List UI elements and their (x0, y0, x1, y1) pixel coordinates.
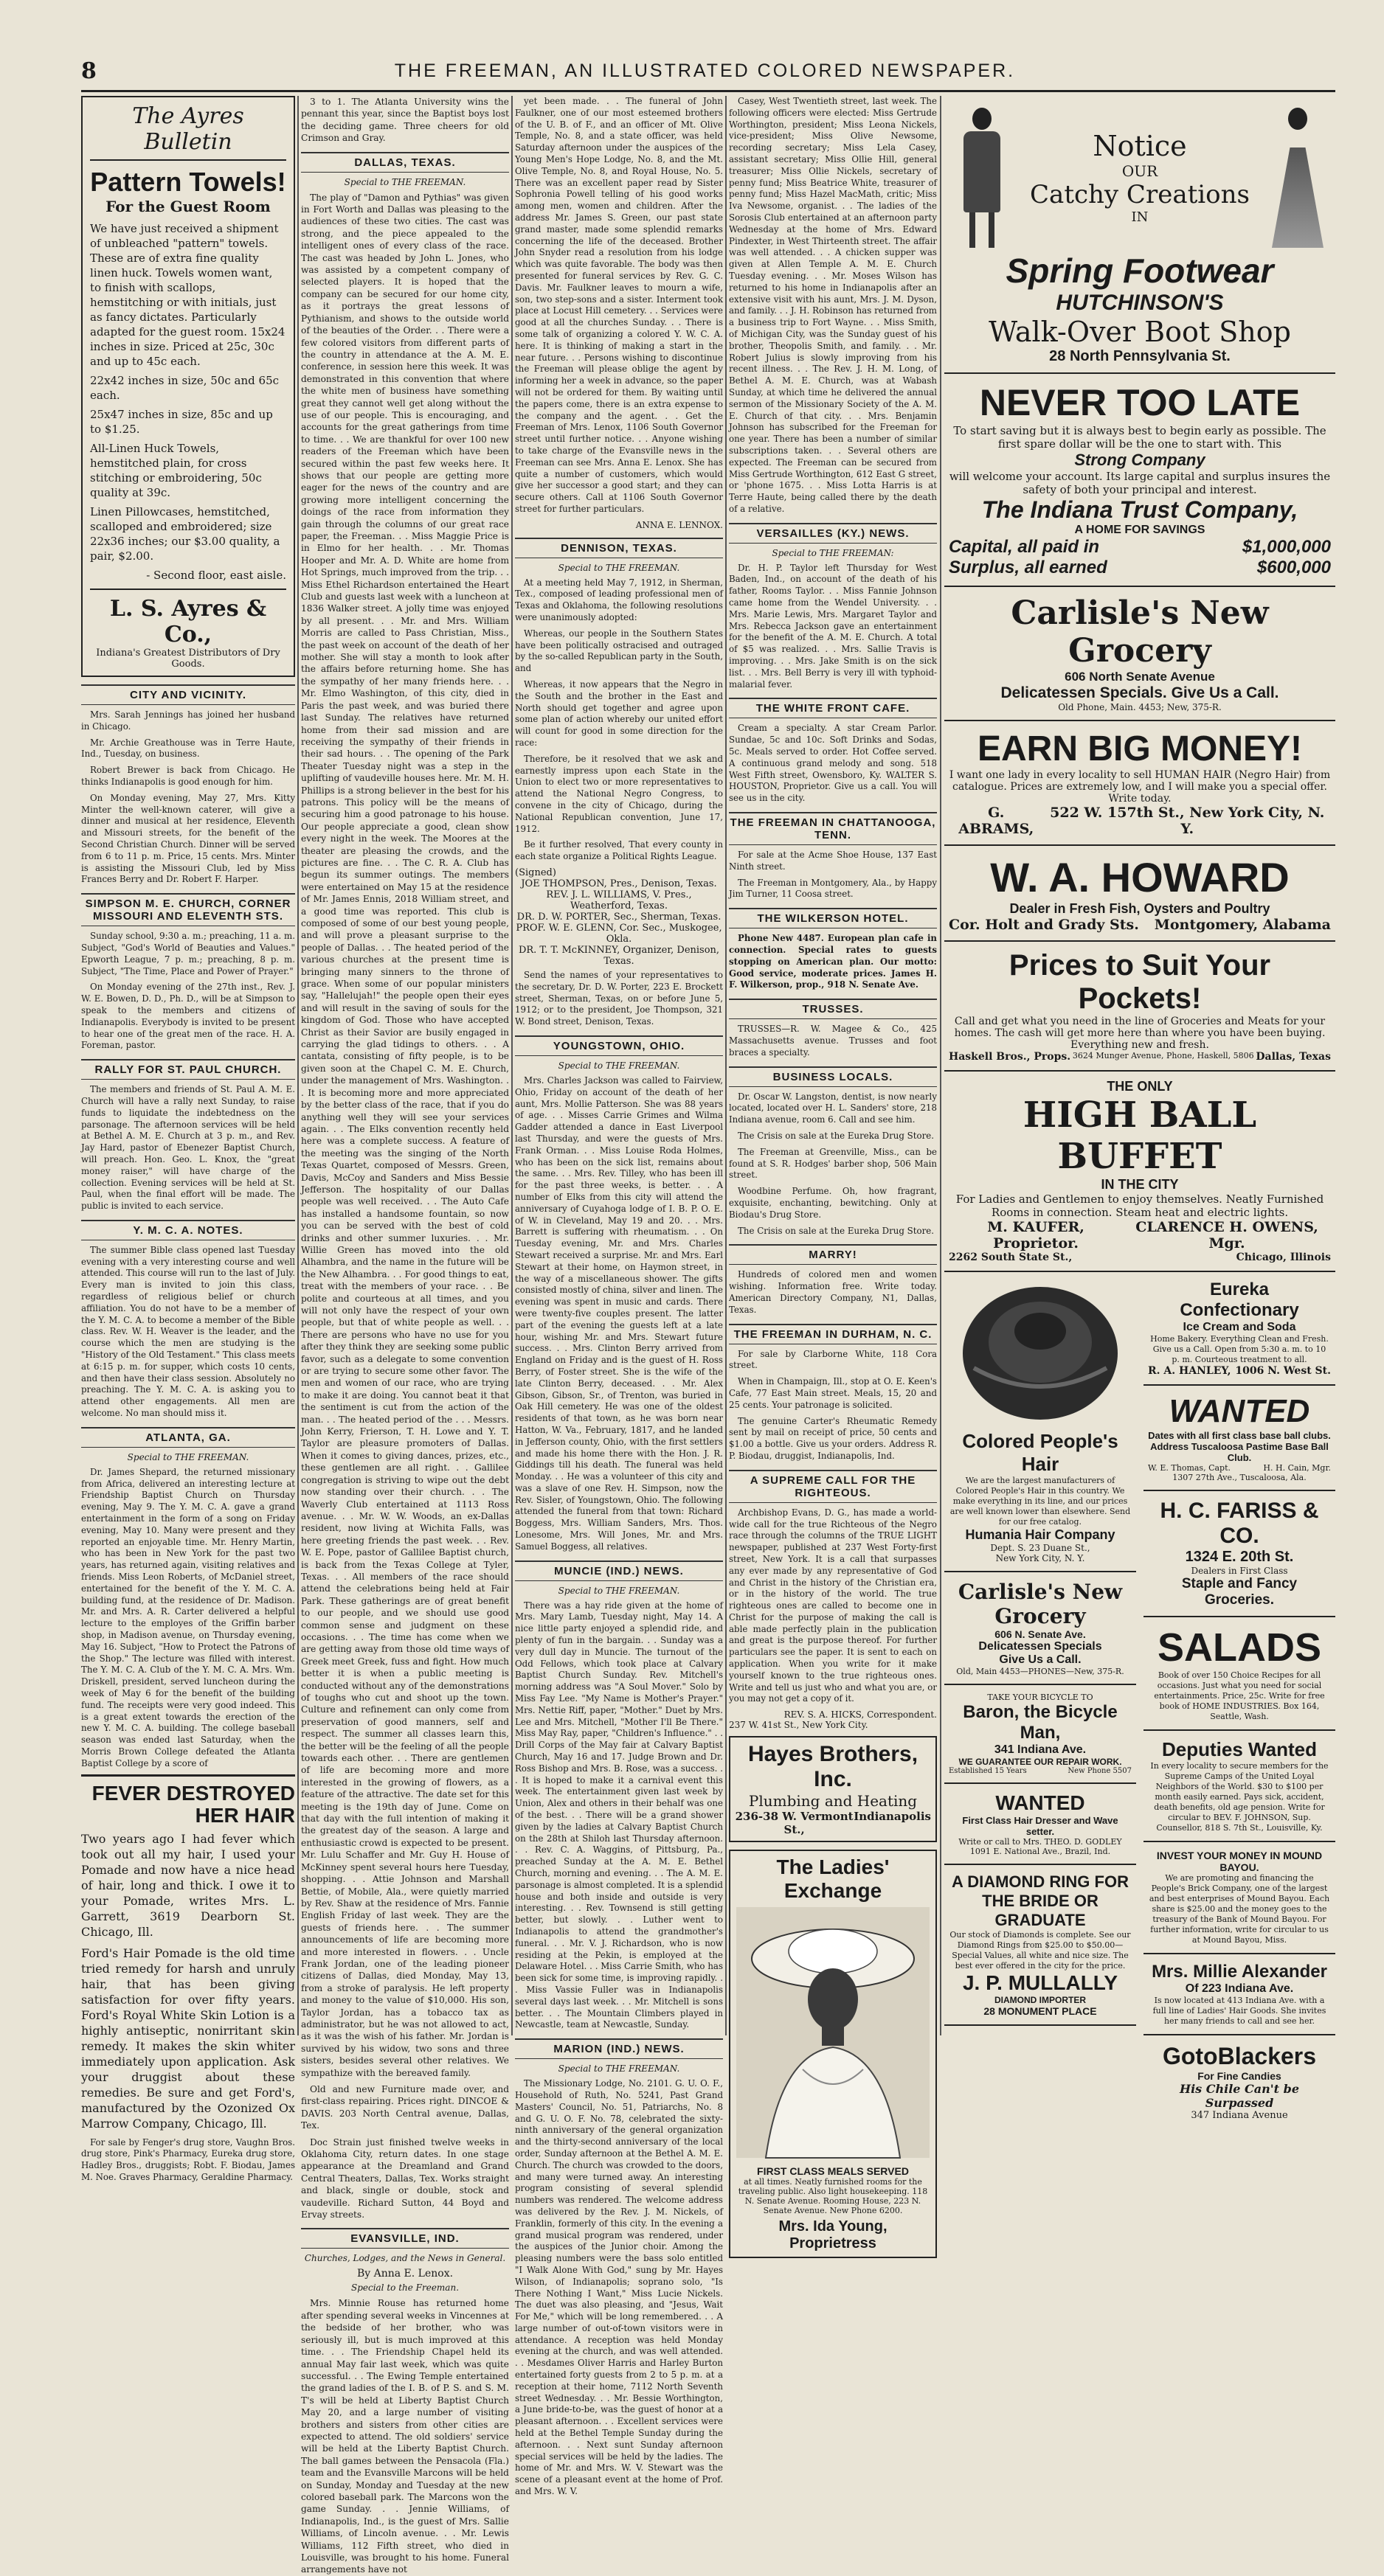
walkover-shop: Walk-Over Boot Shop (989, 316, 1291, 348)
humania-ad (944, 1272, 1136, 1572)
ayres-text: 22x42 inches in size, 50c and 65c each. (90, 374, 280, 402)
howard-title: W. A. HOWARD (990, 854, 1290, 900)
strong-company: Strong Company (1074, 451, 1205, 469)
hayes-address-row (735, 1810, 931, 1836)
salads-text: Book of over 150 Choice Recipes for all occasions. Just what you need for social entertainments. Price, 25c. Write for free book of HOME INDUSTRIES. Box 164, Seattle, Wash. (1154, 1670, 1325, 1721)
hayes-city: Indianapolis (854, 1810, 931, 1824)
alexander-ad (1143, 1954, 1335, 2035)
column-rule (511, 96, 513, 2035)
woman-figure-illustration (1264, 103, 1331, 251)
column-4 (729, 96, 937, 2252)
exchange-proprietress: Mrs. Ida Young, Proprietress (778, 2218, 888, 2252)
capital-row (949, 537, 1331, 558)
headline-versailles: VERSAILLES (KY.) NEWS. (729, 523, 937, 544)
bicycle-top: TAKE YOUR BICYCLE TO (987, 1693, 1093, 1702)
walkover-ad (944, 96, 1335, 374)
surplus-value: $600,000 (1256, 558, 1331, 577)
wanted-dresser-title: WANTED (995, 1791, 1085, 1814)
hanley-row (1148, 1365, 1331, 1377)
headline-muncie: MUNCIE (IND.) NEWS. (515, 1560, 723, 1581)
headline-wilkerson: THE WILKERSON HOTEL. (729, 908, 937, 928)
ayres-text: Linen Pillowcases, hemstitched, scalloped and embroidered; size 22x36 inches; our $3.00 quality, a pair, $2.00. (90, 505, 280, 563)
article-text: The Freeman at Greenville, Miss., can be found at S. R. Hodges' barber shop, 506 Main street. (729, 1146, 937, 1181)
column-rule (940, 96, 941, 2035)
mound-title: INVEST YOUR MONEY IN MOUND BAYOU. (1156, 1850, 1323, 1873)
carlisle2-phone: Old, Main 4453—PHONES—New, 375-R. (956, 1667, 1124, 1676)
headline-dallas: DALLAS, TEXAS. (301, 152, 509, 173)
south-state: 2262 South State St., (949, 1251, 1073, 1263)
hayes-address: 236-38 W. Vermont St., (735, 1810, 854, 1837)
carlisle2-title: Carlisle's New Grocery (958, 1580, 1123, 1628)
alexander-text: Is now located at 413 Indiana Ave. with a full line of Ladies' Hair Goods. She invites her many friends to call and see her. (1152, 1996, 1326, 2026)
article-text: Old and new Furniture made over, and first-class repairing. Prices right. DINCOE & DAVIS. 203 North Central avenue, Dallas, Tex. (301, 2084, 509, 2131)
spring-footwear: Spring Footwear (1006, 251, 1274, 290)
article-text: Cream a specialty. A star Cream Parlor. Sundae, 5c and 10c. Soft Drinks and Sodas, 5c. Meals served to order. Hot Coffee served. A continuous grand melody and song. 518 West Fifth street, Owensboro, Ky. WALTER S. HOUSTON, Proprietor. Give us a call. You will see us in the city. (729, 723, 937, 804)
goto-sub: For Fine Candies (1197, 2070, 1281, 2082)
carlisle-phone: Old Phone, Main. 4453; New, 375-R. (1058, 702, 1222, 712)
article-text: Phone New 4487. European plan cafe in connection. Special rates to guests stopping on American plan. Our motto: Good service, moderate prices. James H. F. Wilkerson, prop., 918 N. Senate Ave. (729, 933, 937, 990)
carlisle2-address: 606 N. Senate Ave. (994, 1628, 1086, 1640)
ayres-bulletin-ad (81, 96, 295, 677)
fariss-goods: Staple and Fancy Groceries. (1181, 1576, 1298, 1608)
howard-ad (944, 846, 1335, 942)
gotoblackers-ad (1143, 2035, 1335, 2128)
mullally-name: J. P. MULLALLY (962, 1971, 1118, 1994)
signer: REV. J. L. WILLIAMS, V. Pres., Weatherford, Texas. (546, 889, 692, 912)
high-ball-ad (944, 1072, 1335, 1272)
earn-money-ad (944, 721, 1335, 846)
trust-sub: A HOME FOR SAVINGS (1074, 524, 1205, 536)
hair-ad-headline: FEVER DESTROYED HER HAIR (91, 1781, 295, 1827)
baron-ad (944, 1685, 1136, 1784)
column-3 (515, 96, 723, 2497)
article-text: On Monday evening, May 27, Mrs. Kitty Minter the well-known caterer, will give a dinner and musical at her residence, Eleventh and Missouri streets, for the benefit of the Second Christian Church. Dinner will be served from 6 to 11 p. m. Price, 15 cents. Mrs. Minter is assisting the Missouri Club, led by Miss Frances Berry and Dr. Robert F. Harper. (81, 792, 295, 885)
article-text: Mr. Archie Greathouse was in Terre Haute, Ind., Tuesday, on business. (81, 737, 295, 760)
carlisle2-call: Give Us a Call. (999, 1653, 1082, 1666)
the-only: THE ONLY (1107, 1079, 1173, 1094)
byline: By Anna E. Lenox. (356, 2268, 454, 2280)
indiana-trust-ad (944, 374, 1335, 587)
hair-ad-footer: For sale by Fenger's drug store, Vaughn Bros. drug store, Pink's Pharmacy, Eureka drug store, Hadley Bros., druggists; Robt. F. Biodau, James M. Noe. Graves Pharmacy, Geraldine Pharmacy. (81, 2136, 295, 2182)
article-text: Mrs. Charles Jackson was called to Fairview, Ohio, Friday on account of the death of her aunt, Mrs. Mollie Patterson. She was 88 years of age. . . Misses Carrie Grimes and Wilma Gadder attended a dance in East Liverpool last Thursday, and were the guests of Mrs. Frank Orman. . . Miss Louise Roda Holmes, who has been on the sick list, remains about the same. . . Mrs. Rev. Tilley, who has been ill for the past three weeks, is better. . . A number of Elks from this city will attend the anniversary of Cuyahoga lodge of I. B. P. O. E. of W. in Cleveland, May 19 and 20. . . Mrs. Barrett is suffering with rheumatism. . . On Tuesday evening, Mr. and Mrs. Charles Stewart received a surprise. Mr. and Mrs. Earl Stewart at their home, on Haymon street, in the way of a miscellaneous shower. The gifts consisted mostly of china, silver and linen. The evening was spent in music and cards. There were twenty-five couples present. The latter part of the evening the guests left at a late hour, wishing Mr. and Mrs. Stewart future success. . . Mrs. Clinton Berry arrived from England on Friday and is the guest of H. Ross Berry, of Foster street. She is the wife of the late Clinton Berry, deceased. . . Mr. Alex Gibson, Gibson, Sr., of Trenton, was buried in Oak Hill cemetery. He was one of the oldest residents of that town, as he was born near Hatton, W. Va., February, 1817, and he landed in Jefferson county, Ohio, with the first settlers and made his home there with the Hon. J. R. Giddings till his death. The funeral was held Monday. . . He was a volunteer of this city and was a slave of one Rev. H. Simpson, now the Rev. Sisler, of Youngstown, Ohio. The following attended the funeral from that town: Richard Boggess, Mrs. William Sanders, Mrs. Thos. Lonesome, Mrs. Will Jones, Mr. and Mrs. Samuel Boggess, all relatives. (515, 1075, 723, 1552)
masthead (81, 52, 1335, 92)
article-text: On Monday evening of the 27th inst., Rev. J. W. E. Bowen, D. D., Ph. D., will be at Simpson to speak to the members and citizens of Indianapolis. Everybody is invited to be present to hear one of the great men of the race. H. A. Foreman, pastor. (81, 982, 295, 1051)
mound-text: We are promoting and financing the People's Brick Company, one of the largest and best enterprises of Mound Bayou. Each share is $25.00 and the money goes to the treasury of the Bank of Mound Bayou. For further information, write for circular to us at Mound Bayou, Miss. (1149, 1873, 1330, 1945)
carlisle-2-ad (944, 1572, 1136, 1685)
ayres-text: 25x47 inches in size, 85c and up to $1.25. (90, 408, 273, 436)
kaufer: M. KAUFER, Proprietor. (987, 1219, 1084, 1251)
salads-ad (1143, 1617, 1335, 1731)
headline-ymca: Y. M. C. A. NOTES. (81, 1220, 295, 1240)
headline-marry: MARRY! (729, 1244, 937, 1265)
baron-title: Baron, the Bicycle Man, (963, 1702, 1118, 1743)
page-number: 8 (81, 58, 97, 84)
baseball-wanted-ad (1143, 1386, 1335, 1491)
ads-grid (944, 1272, 1335, 2128)
fariss-ad (1143, 1491, 1335, 1617)
newspaper-title: THE FREEMAN, AN ILLUSTRATED COLORED NEWSPAPER. (394, 60, 1016, 81)
mullally-ad (944, 1865, 1136, 2026)
article-text: Doc Strain just finished twelve weeks in Oklahoma City, return dates. In one stage appearance at the Dreamland and Grand Central Theaters, Dallas, Tex. Works straight and black, single or double, stock and vaudeville. Richard Sutton, 44 Boyd and Ervay streets. (301, 2136, 509, 2221)
special-line: Special to THE FREEMAN. (127, 1451, 249, 1462)
article-text: When in Champaign, Ill., stop at O. E. Keen's Cafe, 77 East Main street. Meals, 15, 20 and 25 cents. Your patronage is solicited. (729, 1376, 937, 1410)
article-text: Casey, West Twentieth street, last week. The following officers were elected: Miss Gertrude Worthington, president; Miss Leona Nickels, vice-president; Miss Olive Newsome, recording secretary; Miss Lela Casey, assistant secretary; Miss Ollie Hill, general treasurer; Miss Ollie Nickels, secretary of penny fund; Miss Beatrice White, treasurer of penny fund; Miss Hazel MacMath, critic; Miss Iva Newsome, organist. . . The ladies of the Sorosis Club entertained at an afternoon party Wednesday at the home of Mrs. Edward Pindexter, in West Thirteenth street. The affair was well attended. . . A chicken supper was given at Allen Temple A. M. E. Church Tuesday evening. . . Mr. Moses Wilson has returned to his home in Indianapolis after an extensive visit with his aunt, Mrs. J. M. Dyson, and family. . . J. H. Robinson has returned from a business trip to Fort Wayne. . . Miss Smith, of Michigan City, was the Sunday guest of his brother, Theopolis Smith, and family. . . Mr. Robert Julius is slowly improving from his recent illness. . . The Rev. J. H. M. Long, of Bethel A. M. E. Church, was at Wabash Sunday, at which time he delivered the annual sermon of the Missionary Society of the A. M. E. Church of that city. . . Mrs. Benjamin Johnson has subscribed for the Freeman for one year. There has been a number of similar subscriptions taken. . . Several others are expected. The Freeman can be secured from Miss Gertrude Worthington, 612 East G street, or 'phone 1675. . . Miss Lotta Harris is at Terre Haute, being called there by the death of a relative. (729, 96, 937, 514)
humania-city: New York City, N. Y. (995, 1553, 1085, 1563)
notice-our: OUR (1121, 162, 1158, 180)
hair-ad-text: Two years ago I had fever which took out all my hair, I used your Pomade and now have a nice head of hair, long and thick. I owe it to your Pomade, writes Mrs. L. Garrett, 3619 Dearborn St. Chicago, Ill. (81, 1831, 295, 1939)
salads-title: SALADS (1157, 1625, 1321, 1670)
baron-footer (949, 1767, 1132, 1775)
special-line: Special to THE FREEMAN. (558, 562, 680, 573)
special-line: Special to THE FREEMAN. (558, 1060, 680, 1071)
article-text: Dr. James Shepard, the returned missionary from Africa, delivered an interesting lecture at Friendship Baptist Church on Thursday evening, May 9. The Y. M. C. A. gave a grand entertainment in the form of a song on Friday evening, May 10. Many were present and they reported an enjoyable time. Mr. Henry Martin, who has been in New York for the past two years, has returned again, visiting relatives and friends. Miss Leon Roberts, of McDaniel street, entertained for the benefit of the Y. M. C. A. building fund, at the residence of Dr. Madison. Mr. and Mrs. A. R. Carter delivered a helpful lecture to the employes of the Griffin barber shop, in Madison avenue, on Thursday evening, May 16. Subject, "How to Protect the Patrons of the Shop." The lecture was filled with interest. The Y. M. C. A. Club of the Y. M. C. A. Mrs. Wm. Driskell, president, served luncheon during the week of May 6 for the benefit of the building fund. The receipts were very good indeed. This is a great extent towards the erection of the new Y. M. C. A. building. The college baseball season was ended last Saturday, when the Morris Brown College defeated the Atlanta Baptist College by a score of (81, 1466, 295, 1768)
colored-hair-title: Colored People's Hair (962, 1430, 1118, 1475)
goto-chile: His Chile Can't be Surpassed (1179, 2082, 1299, 2110)
capital-label: Capital, all paid in (949, 537, 1100, 557)
high-ball-address (949, 1251, 1331, 1263)
column-5-ads (944, 96, 1335, 2121)
ayres-title: Pattern Towels! (90, 167, 286, 197)
ayres-subtitle: For the Guest Room (105, 198, 271, 215)
hair-ad (81, 1774, 295, 2184)
earn-title: EARN BIG MONEY! (977, 729, 1302, 768)
capital-value: $1,000,000 (1242, 537, 1331, 557)
article-text: Therefore, be it resolved that we ask and earnestly impress upon each State in the Union to elect two or more representatives to attend the National Negro Congress, to convene in the city of Chicago, during the National Republican convention, June 17, 1912. (515, 753, 723, 834)
special-line: Special to THE FREEMAN. (344, 176, 466, 187)
column-1 (81, 96, 295, 2182)
haskell-row (949, 1051, 1331, 1063)
ads-left (944, 1272, 1136, 2128)
mound-bayou-ad (1143, 1842, 1335, 1954)
surplus-label: Surplus, all earned (949, 558, 1107, 577)
article-text: Woodbine Perfume. Oh, how fragrant, exquisite, enchanting, bewitching. Only at Biodau's Drug Store. (729, 1186, 937, 1220)
headline-youngstown: YOUNGSTOWN, OHIO. (515, 1035, 723, 1056)
prices-title: Prices to Suit Your Pockets! (1008, 949, 1271, 1015)
ads-right (1143, 1272, 1335, 2128)
haskell-props: Haskell Bros., Props. (949, 1051, 1071, 1063)
humania-name: Humania Hair Company (965, 1527, 1115, 1542)
man-figure-illustration (949, 103, 1015, 251)
eureka-title: Eureka Confectionary (1180, 1280, 1299, 1320)
headline-chattanooga: THE FREEMAN IN CHATTANOOGA, TENN. (729, 812, 937, 845)
headline-denison: DENNISON, TEXAS. (515, 538, 723, 558)
hanley-name: R. A. HANLEY, (1148, 1365, 1231, 1377)
eureka-text: Home Bakery. Everything Clean and Fresh. Give us a Call. Open from 5:30 a. m. to 10 p. m. Courteous treatment to all. (1150, 1334, 1329, 1364)
hair-illustration (952, 1280, 1129, 1427)
article-text: Robert Brewer is back from Chicago. He thinks Indianapolis is good enough for him. (81, 765, 295, 787)
walkover-address: 28 North Pennsylvania St. (1049, 348, 1231, 364)
article-text: The members and friends of St. Paul A. M. E. Church will have a rally next Sunday, to raise funds to liquidate the indebtedness on the parsonage. The afternoon services will be held at Bethel A. M. E. Church at 3 p. m., and Rev. Jay Hard, pastor of Ebenezer Baptist Church, will preach. Hon. Geo. L. Knox, the "great money raiser," will have charge of the collection. Evening services will be held at St. Paul, when the final effort will be made. The public is invited to each service. (81, 1084, 295, 1212)
baron-guarantee: WE GUARANTEE OUR REPAIR WORK. (958, 1757, 1122, 1767)
earn-contact-row (949, 805, 1331, 837)
wanted-officers (1148, 1463, 1331, 1473)
carlisle-address: 606 North Senate Avenue (1065, 670, 1215, 684)
article-text: Archbishop Evans, D. G., has made a world-wide call for the true Richteous of the Negro race through the columns of the TRUE LIGHT newspaper, published at 237 West Forty-first street, New York. It is a call that surpasses any ever made by any representative of God and Christ in the history of the Christian era, or in the history of the world. The true righteous ones are called to become one in Christ for the purpose of making the call is able made perfectly plain in the publication and great is the purpose thereof. For further particulars see the paper. It is sent to each on application. When you write for it make yourself known to the true righteous ones. Write and tell us just who and what you are, or you may not get a copy of it. (729, 1507, 937, 1704)
article-text: TRUSSES—R. W. Magee & Co., 425 Massachusetts avenue. Trusses and foot braces a specialty. (729, 1024, 937, 1058)
high-ball-text: For Ladies and Gentlemen to enjoy themselves. Neatly Furnished Rooms in connection. Steam heat and electric lights. (955, 1192, 1324, 1219)
ayres-text: We have just received a shipment of unbleached "pattern" towels. These are of extra fine quality linen huck. Towels women want, to finish with scallops, hemstitching or with initials, just as fancy dictates. Particularly adapted for the guest room. 15x24 inches in size. Priced at 25c, 30c and up to 45c each. (90, 222, 286, 368)
haskell-address: 3624 Munger Avenue, Phone, Haskell, 5806 (1072, 1051, 1254, 1060)
humania-address: Dept. S. 23 Duane St., (990, 1543, 1090, 1553)
signer: PROF. W. E. GLENN, Cor. Sec., Muskogee, Okla. (516, 923, 722, 945)
high-ball-title: HIGH BALL BUFFET (1023, 1094, 1257, 1177)
column-rule (725, 96, 727, 2035)
headline-atlanta: ATLANTA, GA. (81, 1427, 295, 1448)
special-line: Special to the Freeman. (350, 2282, 460, 2294)
signature: ANNA E. LENNOX. (635, 519, 723, 530)
ayres-signature: L. S. Ayres & Co., (90, 589, 286, 648)
ladies-exchange-ad (729, 1850, 937, 2258)
headline-durham: THE FREEMAN IN DURHAM, N. C. (729, 1324, 937, 1344)
hair-dresser-ad (944, 1784, 1136, 1865)
ayres-location: - Second floor, east aisle. (146, 569, 286, 582)
dresser-text: First Class Hair Dresser and Wave setter. (962, 1815, 1118, 1837)
fariss-address: 1324 E. 20th St. (1185, 1549, 1294, 1565)
fariss-title: H. C. FARISS & CO. (1160, 1499, 1319, 1548)
article-text: Hundreds of colored men and women wishing. Information free. Write today. American Directory Company, N1, Dallas, Texas. (729, 1269, 937, 1315)
headline-rally: RALLY FOR ST. PAUL CHURCH. (81, 1059, 295, 1080)
notice-catchy: Catchy Creations (1030, 179, 1250, 209)
alexander-sub: Of 223 Indiana Ave. (1185, 1982, 1294, 1995)
owens: CLARENCE H. OWENS, Mgr. (1135, 1219, 1318, 1251)
article-text: For sale by Clarborne White, 118 Cora street. (729, 1348, 937, 1371)
howard-sub: Dealer in Fresh Fish, Oysters and Poultry (1009, 901, 1270, 916)
article-text: There was a hay ride given at the home of Mrs. Mary Lamb, Tuesday night, May 14. A nice little party enjoyed a splendid ride, and plenty of fun in the bargain. . . Sunday was a very dull day in Muncie. The turnout of the Odd Fellows, which took place at Calvary Baptist Church Sunday. Rev. Mitchell's morning address was "A Soul Mover." Solo by Miss Fay Lee. "My Name is Mother's Prayer." Mrs. Nettie Riff, paper, "Mother." Duet by Mrs. Lee and Mrs. Mitchell, "Mother I'll Be There." Miss May Ray, paper, "Children's Influence." . . Drill Corps of the May fair at Calvary Baptist Church, May 16 and 17. Judge Brown and Dr. Ross Bishop and Mrs. B. Rose, was a success. . . It is hoped to make it a carnival event this week. The entertainment given last week by Union, Alex and others in their behalf was one of the best. . . There will be a grand shower given by the ladies at Calvary Baptist Church on the 28th at Shiloh last Thursday afternoon. . . Rev. C. A. Waggins, of Pittsburg, Pa., preached Sunday at the A. M. E. Bethel Church, morning and evening. . . The A. M. E. parsonage is almost completed. It is a splendid house and both inside and outside is very interesting. . . Rev. Townsend is still getting better, but slowly. . . Luther went to Indianapolis to attend the grandmother's funeral. . . Mr. V. J. Richardson, who is now residing at the Pekin, is employed at the Delaware Hotel. . . Miss Carrie Smith, who has been sick for some time, is improving rapidly. . . Miss Vassie Fuller was in Indianapolis several days last week. . . Mr. Mitchell is sons better. . . The Mountain Climbers played in Newcastle, team at Newcastle, Sunday. (515, 1600, 723, 2030)
article-text: Dr. Oscar W. Langston, dentist, is now nearly located, located over H. L. Sanders' store, 218 Indiana avenue, room 6. Call and see him. (729, 1091, 937, 1125)
fariss-sub: Dealers in First Class (1191, 1566, 1288, 1576)
portrait-illustration (735, 1907, 931, 2158)
subheadline: Churches, Lodges, and the News in General. (304, 2253, 506, 2264)
signer: JOE THOMPSON, Pres., Denison, Texas. (521, 878, 717, 890)
signed-label: (Signed) (515, 867, 556, 879)
wanted-address: 1307 27th Ave., Tuscaloosa, Ala. (1172, 1473, 1307, 1482)
mullally-sub: DIAMOND IMPORTER (994, 1995, 1086, 2005)
article-text: Mrs. Minnie Rouse has returned home after spending several weeks in Vincennes at the bedside of her brother, who was seriously ill, but is much improved at this time. . . The Friendship Chapel held its annual May fair last week, which was quite successful. . . The Ewing Temple entertained the grand ladies of the I. B. of P. S. and S. M. T's will be held at Liberty Baptist Church May 20, and a large number of visiting brothers and sisters from other cities are expected to attend. The old soldiers' service will be held at the Liberty Baptist Church. The ball games between the Pensacola (Fla.) team and the Evansville Marcons will be held on Sunday, Monday and Tuesday at the new colored baseball park. The Marcons won the game Sunday. . . Jennie Williams, of Indianapolis, Ind., is the guest of Mrs. Sallie Williams, of Lincoln avenue. . . Mr. Lewis Williams, 112 Fifth street, who died in Louisville, was brought to his home. Funeral arrangements have not (301, 2298, 509, 2575)
wanted-captain: W. E. Thomas, Capt. (1148, 1463, 1231, 1473)
carlisle2-specials: Delicatessen Specials (978, 1640, 1102, 1653)
notice-in: IN (1131, 209, 1149, 225)
eureka-ad (1143, 1272, 1335, 1386)
eureka-sub: Ice Cream and Soda (1183, 1321, 1296, 1333)
wanted-text: Dates with all first class base ball clubs. Address Tuscaloosa Pastime Base Ball Club. (1148, 1430, 1331, 1463)
article-text: For sale at the Acme Shoe House, 137 East Ninth street. (729, 850, 937, 872)
haskell-city: Dallas, Texas (1256, 1051, 1331, 1063)
notice-title: Notice (1093, 129, 1187, 162)
headline-trusses: TRUSSES. (729, 999, 937, 1019)
hanley-address: 1006 N. West St. (1235, 1365, 1331, 1377)
special-line: Special to THE FREEMAN: (772, 547, 894, 558)
goto-title: GotoBlackers (1162, 2043, 1317, 2069)
hair-ad-text: Ford's Hair Pomade is the old time tried remedy for harsh and unruly hair, that has been giving satisfaction for over fifty years. Ford's Royal White Skin Lotion is a highly antiseptic, nonirritant skin remedy. It makes the skin whiter immediately upon application. Ask your druggist about these remedies. Be sure and get Ford's, manufactured by the Ozonized Ox Marrow Company, Chicago, Ill. (81, 1945, 295, 2131)
article-text: The play of "Damon and Pythias" was given in Fort Worth and Dallas was pleasing to the audiences of these two cities. The cast was strong, and the piece appealed to the intelligent ones of every class of the race. The cast was headed by John L. Jones, who was assisted by a competent company of selected players. It is hoped that the company can be secured for our home city, as it portrays the great lessons of Pythianism, and shows to the outside world of the beauties of the Order. . . There were a few colored visitors from different parts of the country in attendance at the A. M. E. conference, in session here this week. It was demonstrated in this convention that where the white men of business have something great they cannot well get along without the use of our people. This is encouraging, and accounts for the great gatherings from time to time. . . We are thankful for over 100 new readers of the Freeman which have been secured within the past few weeks here. It shows that our people are getting more eager for the news of the country and are growing more intelligent concerning the doings of the race from information they gain through the columns of our great race paper, the Freeman. . . Miss Maggie Price is in Elmo for her health. . . Mr. Thomas Hooper and Mr. A. D. White are home from Hot Springs, much improved from the trip. . . Miss Ethel Richardson entertained the Heart Club and guests last week with a luncheon at 1836 Walker street. A jolly time was enjoyed by all present. . . Mr. and Mrs. William Morris are called to Pass Christian, Miss., the past week on account of the death of her mother. She will stay a month to look after the affairs before returning home. She has the sympathy of her many friends here. . . Mr. Elmo Washington, of this city, died in Paris the past week, and was buried there last Sunday. The relatives have returned home from their sad mission and are receiving the sympathy of their friends in their sad hours. . . The opening of the Park Theater Tuesday night was a step in the uplifting of vaudeville houses here. Mr. M. H. Phillips is a strong believer in the best for his patrons. This policy will be the means of securing him a good patronage to his house. Our people appreciate a good, clean show every night in the week. The Moores at the theater are pleasing the crowds, and the pictures are fine. . . The C. R. A. Club has begun its summer outings. The members were entertained on May 15 at the residence of Mr. James Ennis, 2018 William street, and a good time was reported. This club is composed of some of our best young people, and will prove a pleasant surprise to the people of Dallas. . . The heated period of the various churches at the present time is bringing many sinners to the throne of grace. When some of our popular ministers say, "Hallelujah!" the people open their eyes and will result in the saving of souls for the kingdom of God. Those who have accepted Christ as their Savior are busily engaged in carrying the glad tidings to others. . . A cantata, consisting of fifty people, is to be given soon at the Chapel C. M. E. Church, under the management of Mrs. Washington. . . It is becoming more and more appreciated by the better class of the race, that if you do anything well they will see your services again. . . The Elks convention recently held here was a complete success. A feature of the meeting was the singing of the North Texas Quartet, composed of Messrs. Green, Davis, McCoy and Sanders and Miss Bessie Jefferson. The hospitality of our Dallas people was well received. . . The Auto Cafe has installed a handsome fountain, so now you can be served with the best of cold drinks and other summer luxuries. . . Mr. Willie Green has moved into the old Alhambra, and the name in the future will be the New Alhambra. . . For good things to eat, treat with the members of your race. . . Be polite and courteous at all times, and you will not only have the respect of your own people, but that of white people as well. . . There are persons who have no use for you after they think they are seeking some public favor, such as a delegate to some convention or are trying to secure some other favor. The men and women of our race, who are trying to make it are doing. You cannot beat it that the sentiment is cut from the action of the man. . . The heated period of the . . . Messrs. John Kerry, Frierson, T. H. Lowe and Y. T. Taylor are pleasure promoters of Dallas. When it comes to giving dances, prizes, etc., these gentlemen are all right. . . Gallilee congregation is striving to wipe out the debt now standing over their church. . . The Waverly Club entertained at 1113 Ross avenue. . . Mr. W. W. Woods, an ex-Dallas resident, now living at Wichita Falls, was here greeting friends the past week. . . Rev. W. E. Pope, pastor of Gallilee Baptist church, is back from the Texas College at Tyler, Texas. . . All members of the race should attend the celebrations being held at Fair Park. These gatherings are of great benefit to our people, and we should use good common sense and judgment on these occasions. . . The time has come when we are getting away from those old time ways of Greek meet Greek, fuss and fight. How much better it is when a public meeting is conducted without any of the demonstrations of toughs who cut and shoot up the town. Culture and refinement can only come from preservation of good manners, self and respect. The summer all classes learn this, the better will be the feeling of all the people towards each other. . . There are gentlemen of life are becoming more and more interested in the growing of flowers, as a feature of the attractive. The date set for this meeting is the 19th day of June. Come on that day with the full intention of making it the greatest day of the season. A large and enthusiastic crowd is expected to be present. Mr. Lulu Schaffer and Mr. Guy H. House of McKinney spent several hours here Tuesday, shopping. . . Attie Johnson and Marshall Bettie, of Mobile, Ala., were quietly married by Rev. Shaw at the residence of Mrs. Fannie English Friday of last week. They are the guests of friends here. . . The summer announcements of life are becoming more and more interested in flowers. . . Uncle Frank Jordan, one of the leading pioneer citizens of Dallas, died Monday, May 13, from a stroke of paralysis. He left property and money to the value of $10,000. His son, Taylor Jordan, has a tobacco tax as administrator, but he was not allowed to act, as it was the wish of his father. Mr. Jordan is survived by his widow, two sons and three sisters, besides several other relatives. We sympathize with the bereaved family. (301, 192, 509, 2078)
trust-name: The Indiana Trust Company, (981, 496, 1298, 523)
signer: DR. D. W. PORTER, Sec., Sherman, Texas. (516, 912, 722, 923)
prices-text: Call and get what you need in the line of Groceries and Meats for your homes. The cash will get more here than where you have been buying. Everything new and fresh. (954, 1016, 1326, 1051)
baron-address: 341 Indiana Ave. (994, 1743, 1087, 1756)
haskell-ad (944, 942, 1335, 1072)
howard-address: Cor. Holt and Grady Sts. (949, 917, 1139, 933)
article-text: The Freeman in Montgomery, Ala., by Happy Jim Turner, 11 Coosa street. (729, 877, 937, 900)
baron-established: Established 15 Years (949, 1767, 1027, 1775)
article-text: Send the names of your representatives to the secretary, Dr. D. W. Porter, 223 E. Brockett street, Sherman, Texas, on or before June 5, 1912; or to the president, Joe Thompson, 321 W. Bond street, Denison, Texas. (515, 970, 723, 1027)
alexander-title: Mrs. Millie Alexander (1152, 1962, 1327, 1982)
article-text: Mrs. Sarah Jennings has joined her husband in Chicago. (81, 709, 295, 732)
colored-hair-text: We are the largest manufacturers of Colored People's Hair in this country. We make everything in its line, and our prices are well known lower than elsewhere. Send for our free catalog. (949, 1476, 1131, 1527)
signature: REV. S. A. HICKS, Correspondent. (783, 1709, 937, 1721)
earn-name: G. ABRAMS, (958, 805, 1034, 837)
address: 237 W. 41st St., New York City. (729, 1720, 868, 1731)
carlisle-title: Carlisle's New Grocery (1011, 594, 1269, 670)
special-line: Special to THE FREEMAN. (558, 2063, 680, 2075)
article-text: The genuine Carter's Rheumatic Remedy sent by mail on receipt of price, 50 cents and $1.00 a bottle. Give us your orders. Address R. P. Biodau, druggist, Indianapolis, Ind. (729, 1415, 937, 1461)
wanted-manager: H. H. Cain, Mgr. (1263, 1463, 1331, 1473)
article-text: Be it further resolved, That every county in each state organize a Political Rights League. (515, 839, 723, 862)
baron-phone: New Phone 5507 (1068, 1767, 1132, 1775)
article-text: 3 to 1. The Atlanta University wins the pennant this year, since the Baptist boys lost the deciding game. Three cheers for old Crimson and Gray. (301, 97, 509, 144)
headline-marion: MARION (IND.) NEWS. (515, 2038, 723, 2059)
carlisle-specials: Delicatessen Specials. Give Us a Call. (1000, 684, 1279, 701)
exchange-title: The Ladies' Exchange (776, 1855, 890, 1903)
article-text: The Crisis on sale at the Eureka Drug Store. (738, 1225, 934, 1236)
howard-city: Montgomery, Alabama (1154, 917, 1331, 933)
in-the-city: IN THE CITY (1101, 1177, 1179, 1192)
diamond-title: A DIAMOND RING FOR THE BRIDE OR GRADUATE (952, 1872, 1129, 1929)
exchange-text: at all times. Neatly furnished rooms for the traveling public. Also light housekeeping. 118 N. Senate Avenue. Rooming House, 223 N. Senate Avenue. New Phone 6200. (738, 2177, 928, 2216)
deputies-ad (1143, 1731, 1335, 1842)
hayes-title: Hayes Brothers, Inc. (747, 1742, 918, 1792)
article-text: Dr. H. P. Taylor left Thursday for West Baden, Ind., on account of the death of his father, Rooms Taylor. . . Miss Fannie Johnson came home from the Wendel University. . . Mrs. Marie Lewis, Mrs. Margaret Taylor and Mrs. Rebecca Jackson gave an entertainment for the benefit of the A. M. E. Church. A total of $5 was realized. . . Mrs. Sallie Travis is improving. . . Mrs. Jake Smith is on the sick list. . . Mrs. Bell Berry is very ill with typhoid-malarial fever. (729, 562, 937, 690)
dresser-contact: Write or call to Mrs. THEO. D. GODLEY (958, 1837, 1122, 1847)
hayes-subtitle: Plumbing and Heating (748, 1792, 918, 1811)
headline-business: BUSINESS LOCALS. (729, 1066, 937, 1087)
chicago: Chicago, Illinois (1236, 1251, 1331, 1263)
signer: DR. T. T. McKINNEY, Organizer, Denison, Texas. (518, 945, 720, 968)
deputies-title: Deputies Wanted (1162, 1738, 1317, 1760)
article-text: The Crisis on sale at the Eureka Drug Store. (738, 1130, 934, 1141)
trust-text: To start saving but it is always best to begin early as possible. The first spare dollar will be the one to start with. This (953, 424, 1326, 451)
hayes-ad (729, 1736, 937, 1842)
wanted-title: WANTED (1169, 1393, 1310, 1429)
headline-evansville: EVANSVILLE, IND. (301, 2228, 509, 2249)
mullally-address: 28 MONUMENT PLACE (983, 2005, 1097, 2017)
headline-city: CITY AND VICINITY. (81, 684, 295, 705)
article-text: Whereas, it now appears that the Negro in the South and the brother in the East and North should get together and agree upon some plan of action whereby our united effort will count for good in some direction for the race: (515, 679, 723, 749)
hutchinsons: HUTCHINSON'S (1056, 291, 1224, 315)
headline-white-front: THE WHITE FRONT CAFE. (729, 698, 937, 718)
column-2 (301, 96, 509, 2575)
earn-text: I want one lady in every locality to sell HUMAN HAIR (Negro Hair) from catalogue. Prices are extremely low, and I will make you a special offer. Write today. (949, 769, 1331, 805)
never-too-late: NEVER TOO LATE (979, 382, 1301, 423)
article-text: Sunday school, 9:30 a. m.; preaching, 11 a. m. Subject, "God's World of Beauties and Values." Epworth League, 7 p. m.; preaching, 8 p. m. Subject, "The Time, Place and Power of Prayer." (81, 931, 295, 976)
dresser-address: 1091 E. National Ave., Brazil, Ind. (969, 1847, 1111, 1856)
headline-supreme: A SUPREME CALL FOR THE RIGHTEOUS. (729, 1470, 937, 1503)
earn-address: 522 W. 157th St., New York City, N. Y. (1050, 805, 1325, 837)
article-text: At a meeting held May 7, 1912, in Sherman, Tex., composed of leading professional men of Texas and Oklahoma, the following resolutions were unanimously adopted: (515, 577, 723, 623)
exchange-meals: FIRST CLASS MEALS SERVED (757, 2165, 909, 2178)
ayres-header: The Ayres Bulletin (90, 103, 286, 161)
ayres-signature-sub: Indiana's Greatest Distributors of Dry Goods. (96, 648, 280, 670)
diamond-text: Our stock of Diamonds is complete. See our Diamond Rings from $25.00 to $50.00—Special Values, all white and nice size. The best ever offered in the city for the price. (949, 1930, 1131, 1971)
headline-simpson: SIMPSON M. E. CHURCH, CORNER MISSOURI AND ELEVENTH STS. (81, 893, 295, 926)
article-text: Whereas, our people in the Southern States have been politically ostracised and outraged by the so-called Republican party in the South, and (515, 628, 723, 674)
carlisle-ad (944, 587, 1335, 721)
howard-address-row (949, 917, 1331, 933)
deputies-text: In every locality to secure members for the Supreme Camps of the United Loyal Neighbors of the World. $30 to $100 per month easily earned. Pays sick, accident, death benefits, old age pension. Write for circular to BEV. F. JOHNSON, Sup. Counsellor, 818 S. 7th St., Louisville, Ky. (1150, 1761, 1329, 1833)
article-text: yet been made. . . The funeral of John Faulkner, one of our most esteemed brothers of the U. B. of F., and an officer of Mt. Olive Temple, No. 8, and a state officer, was held Saturday afternoon under the auspices of the Young Men's Hope Lodge, No. 8, and the Mt. Olive Temple, No. 8, and Royal House, No. 5. There was an excellent paper read by Sister Sophronia Powell telling of his good works among men, women and children. After the address Mr. James S. Green, our past state grand master, made some splendid remarks concerning the life of the deceased. Brother John Snyder read a resolution from his lodge which was quite favorable. The body was then presented for funeral services by Rev. G. C. Davis. Mr. Faulkner leaves to mourn a wife, son, two step-sons and a sister. Interment took place at Locust Hill cemetery. . . Services were good at all the churches Sunday. . . There is some talk of organizing a colored Y. W. C. A. here. It is thinking of making a start in the near future. . . Persons wishing to discontinue the Freeman will please oblige the agent by informing her a week in advance, so the paper will not be ordered for them. By waiting until the papers come, there is an extra expense to the company and the agent. . . Get the Freeman of Mrs. Lenox, 1106 South Governor street until further notice. . . Anyone wishing to take charge of the Evansville news in the Freeman can see Mrs. Anna E. Lenox. She has quite a number of customers, which would give her successor a good start; and they can secure others. Call at 1106 South Governor street for further particulars. (515, 96, 723, 514)
high-ball-names (949, 1219, 1331, 1251)
special-line: Special to THE FREEMAN. (558, 1585, 680, 1596)
column-rule (297, 96, 299, 2035)
goto-address: 347 Indiana Avenue (1191, 2110, 1288, 2121)
article-text: The Missionary Lodge, No. 2101. G. U. O. F., Household of Ruth, No. 5241, Past Grand Masters' Council, No. 51, Patriarchs, No. 8 and G. U. O. F. No. 78, celebrated the sixty-ninth anniversary of the general organization and the thirty-second anniversary of the local order, Sunday afternoon at the Bethel A. M. E. Church. The church was crowded to the doors, and many were turned away. An interesting program consisting of several splendid numbers was rendered. The welcome address was delivered by the Rev. J. M. Nickels, of Franklin, formerly of this city. In the evening a grand musical program was rendered, under the auspices of the Junior choir. Among the pleasing numbers were the bass solo entitled "I Walk Alone With God," sung by Mr. Hayes Wilson, of Indianapolis; soprano solo, "Is There Nothing I Want," Miss Lucie Nickels. The duet was also pleasing, and "Jesus, Wait For Me," which will be long remembered. . . A large number of out-of-town visitors were in attendance. A reception was held Monday evening at the church, and was well attended. . . Mesdames Oliver Harris and Harley Burton entertained forty guests from 2 to 5 p. m. at a reception at their home, 7112 North Seventh street Wednesday. . . Mr. Bessie Worthington, a June bride-to-be, was the guest of honor at a pleasant afternoon. . . Excellent services were held at the Bethel Temple Sunday during the afternoon. . . Next sunt Sunday afternoon special services will be held by the ladies. The home of Mr. and Mrs. W. V. Stewart was the scene of a pleasant event at the home of Prof. and Mrs. W. V. (515, 2078, 723, 2497)
trust-text-2: will welcome your account. Its large capital and surplus insures the safety of both your principal and interest. (949, 470, 1331, 496)
ayres-text: All-Linen Huck Towels, hemstitched plain, for cross stitching or embroidering, 50c quality at 39c. (90, 442, 262, 499)
surplus-row (949, 558, 1331, 578)
article-text: The summer Bible class opened last Tuesday evening with a very interesting course and well attended. This course will run to the last of July. Every man is invited to join this class, regardless of religious belief or church affiliation. You do not have to be a member of the Y. M. C. A. to become a member of the Bible class. Rev. W. H. Weaver is the leader, and the course which the men are studying is the "History of the Old Testament." This class meets at 6:15 p. m. for supper, which costs 10 cents, and then have their class session. Absolutely no preaching. The Y. M. C. A. is asking you to attend other engagements. All men are welcome. No man should miss it. (81, 1244, 295, 1419)
